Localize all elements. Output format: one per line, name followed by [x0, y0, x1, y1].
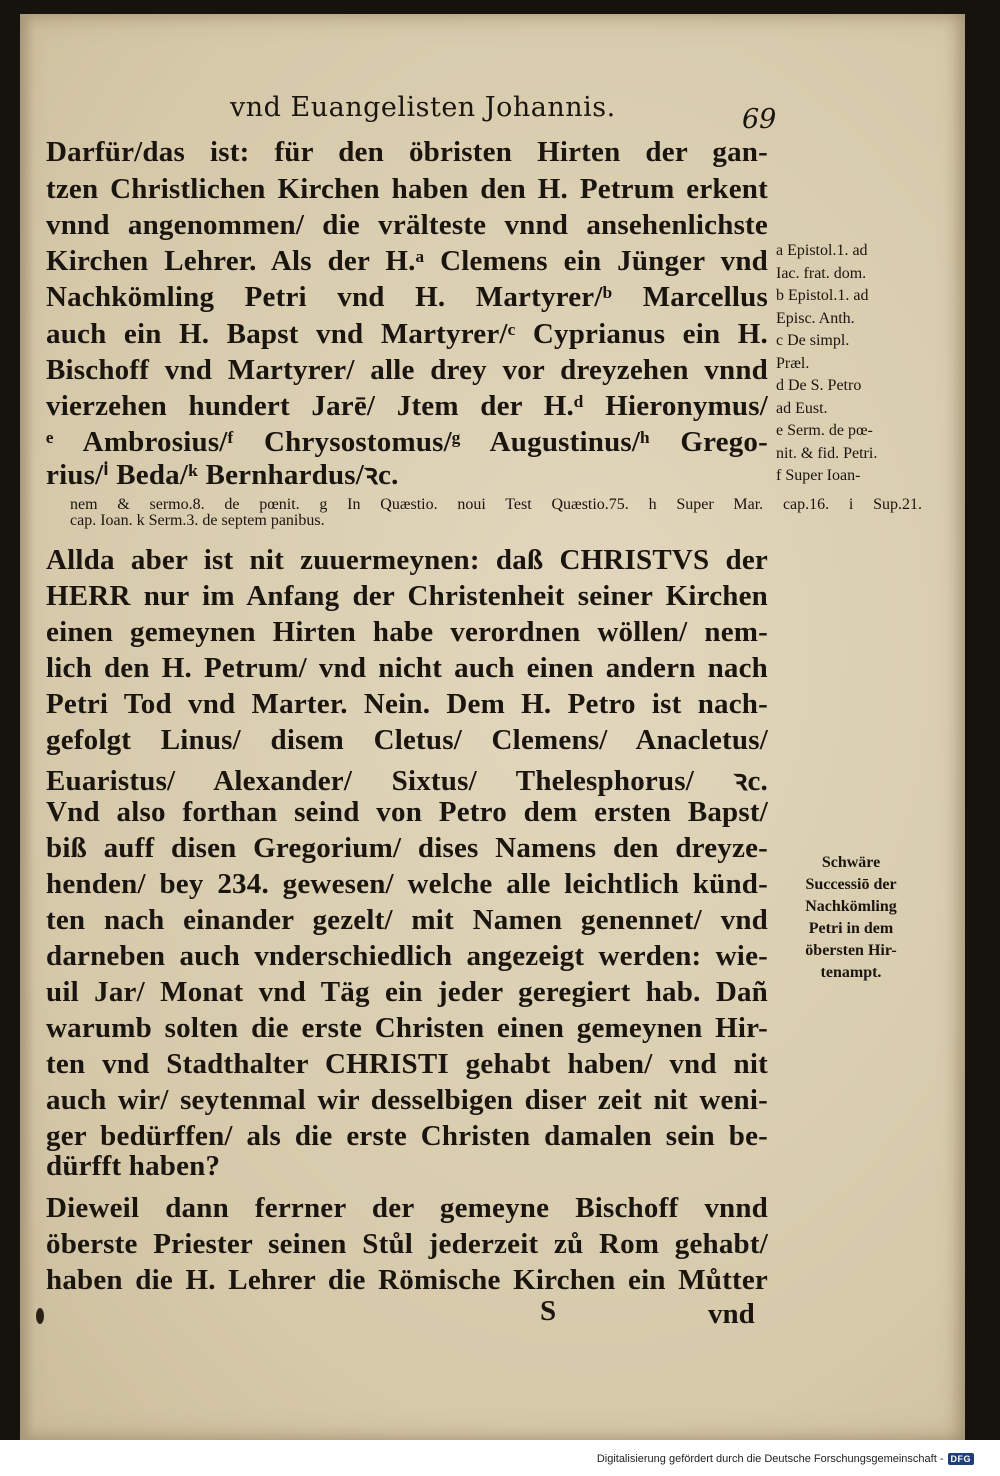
text-line: Vnd also forthan seind von Petro dem ersten Bapst/ [46, 796, 768, 828]
footnote-line: cap. Ioan. k Serm.3. de septem panibus. [70, 512, 325, 529]
text-line: Bischoff vnd Martyrer/ alle drey vor dreyzehen vnnd [46, 354, 768, 386]
text-line: Dieweil dann ferrner der gemeyne Bischoff vnnd [46, 1192, 768, 1224]
text-line: ten nach einander gezelt/ mit Namen genennet/ vnd [46, 904, 768, 936]
text-line: auch ein H. Bapst vnd Martyrer/ᶜ Cyprianus ein H. [46, 318, 768, 350]
signature-mark: S [540, 1295, 557, 1327]
text-line: rius/ⁱ Beda/ᵏ Bernhardus/ꝛc. [46, 459, 399, 491]
text-line: einen gemeynen Hirten habe verordnen wöllen/ nem- [46, 616, 768, 648]
text-line: Euaristus/ Alexander/ Sixtus/ Thelesphorus/ ꝛc. [46, 765, 768, 797]
marginal-note: Iac. frat. dom. [776, 264, 867, 282]
text-line: warumb solten die erste Christen einen gemeynen Hir- [46, 1012, 768, 1044]
dfg-logo-icon: DFG [948, 1453, 975, 1465]
text-line: Petri Tod vnd Marter. Nein. Dem H. Petro ist nach- [46, 688, 768, 720]
marginal-note: c De simpl. [776, 332, 850, 349]
text-line: darneben auch vnderschiedlich angezeigt werden: wie- [46, 940, 768, 972]
text-line: vierzehen hundert Jarē/ Jtem der H.ᵈ Hieronymus/ [46, 390, 768, 422]
text-line: Darfür/das ist: für den öbristen Hirten der gan- [46, 136, 768, 168]
marginal-note: Successiō der [805, 876, 897, 893]
text-line: auch wir/ seytenmal wir desselbigen diser zeit nit weni- [46, 1084, 768, 1116]
marginal-note: tenampt. [820, 964, 882, 981]
text-line: ten vnd Stadthalter CHRISTI gehabt haben/ vnd nit [46, 1048, 768, 1080]
page-number: 69 [742, 104, 777, 135]
footnote-line: nem & sermo.8. de pœnit. g In Quæstio. noui Test Quæstio.75. h Super Mar. cap.16. i Sup.21. [70, 496, 922, 513]
marginal-note: b Epistol.1. ad [776, 287, 869, 304]
text-line: lich den H. Petrum/ vnd nicht auch einen andern nach [46, 652, 768, 684]
marginal-note: ad Eust. [776, 399, 828, 417]
text-line: ger bedürffen/ als die erste Christen damalen sein be- [46, 1120, 768, 1152]
text-line: tzen Christlichen Kirchen haben den H. Petrum erkent [46, 173, 768, 205]
page-spine-shadow [20, 14, 34, 1440]
text-line: vnnd angenommen/ die vrälteste vnnd ansehenlichste [46, 209, 768, 241]
text-line: henden/ bey 234. gewesen/ welche alle leichtlich künd- [46, 868, 768, 900]
text-line: Allda aber ist nit zuuermeynen: daß CHRISTVS der [46, 544, 768, 576]
marginal-note: Præl. [776, 354, 810, 372]
marginal-note: e Serm. de pœ- [776, 422, 873, 439]
marginal-notes-2 [776, 852, 926, 984]
text-line: Nachkömling Petri vnd H. Martyrer/ᵇ Marcellus [46, 281, 768, 313]
text-line: biß auff disen Gregorium/ dises Namens den dreyze- [46, 832, 768, 864]
marginal-note: Nachkömling [805, 898, 897, 915]
text-line: Kirchen Lehrer. Als der H.ᵃ Clemens ein Jünger vnd [46, 245, 768, 277]
text-line: gefolgt Linus/ disem Cletus/ Clemens/ Anacletus/ [46, 724, 768, 756]
text-line: haben die H. Lehrer die Römische Kirchen ein Můtter [46, 1264, 768, 1296]
marginal-note: nit. & fid. Petri. [776, 444, 878, 462]
marginal-notes [776, 240, 926, 488]
ink-smudge [36, 1308, 44, 1324]
marginal-note: Schwäre [821, 854, 881, 871]
text-line: HERR nur im Anfang der Christenheit seiner Kirchen [46, 580, 768, 612]
text-line: uil Jar/ Monat vnd Täg ein jeder geregiert hab. Dañ [46, 976, 768, 1008]
running-title: vnd Euangelisten Johannis. [230, 92, 616, 123]
digitization-credit [597, 1453, 974, 1465]
marginal-note: f Super Ioan- [776, 467, 861, 484]
text-line: öberste Priester seinen Stůl jederzeit zů Rom gehabt/ [46, 1228, 768, 1260]
text-line: dürfft haben? [46, 1150, 221, 1182]
marginal-note: öbersten Hir- [805, 942, 897, 959]
credit-text: Digitalisierung gefördert durch die Deutsche Forschungsgemeinschaft - [596, 1453, 944, 1465]
marginal-note: Petri in dem [808, 920, 894, 937]
marginal-note: d De S. Petro [776, 377, 862, 394]
text-line: ᵉ Ambrosius/ᶠ Chrysostomus/ᵍ Augustinus/ʰ Grego- [46, 426, 768, 458]
catchword: vnd [708, 1298, 755, 1330]
marginal-note: Episc. Anth. [776, 309, 855, 327]
marginal-note: a Epistol.1. ad [776, 242, 868, 259]
